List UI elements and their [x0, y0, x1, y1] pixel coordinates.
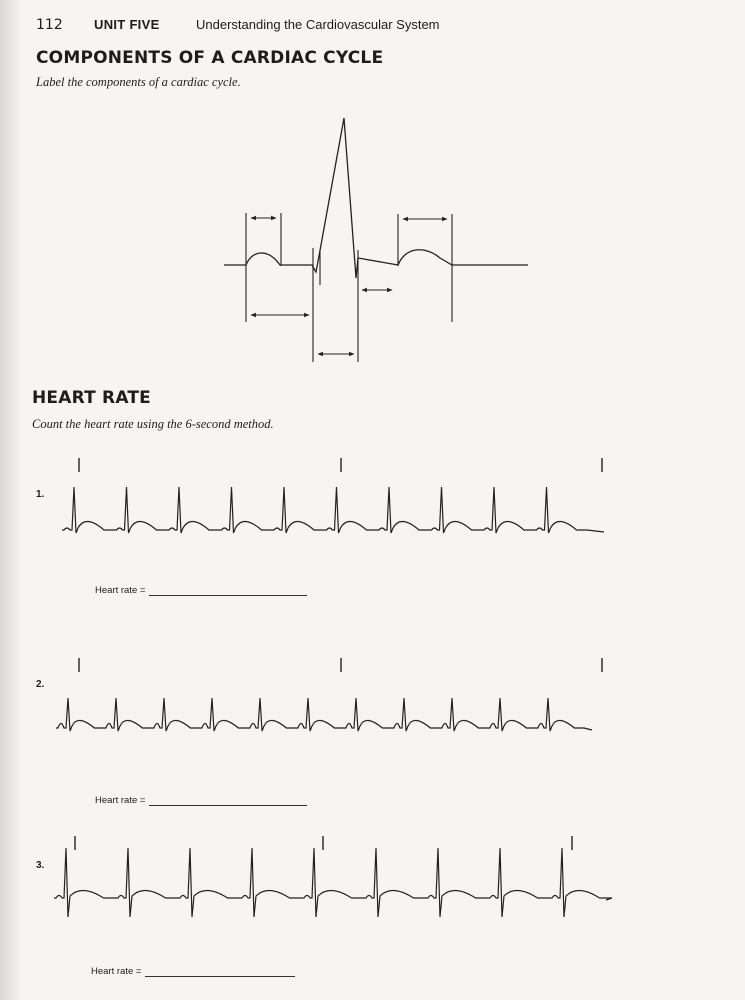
- ecg-strip-2: [0, 650, 745, 750]
- ecg-strip-3: [0, 830, 745, 930]
- unit-label: UNIT FIVE: [94, 17, 160, 32]
- heart-rate-instruction: Count the heart rate using the 6-second method.: [32, 417, 274, 431]
- strip-1-heart-rate: [95, 585, 307, 596]
- strip-2-heart-rate: [95, 795, 307, 806]
- ecg-waveform: [224, 118, 528, 278]
- strip-1-answer-blank[interactable]: [149, 586, 307, 596]
- page-number: 112: [36, 17, 63, 33]
- ecg-strip-1: [0, 450, 745, 550]
- cardiac-cycle-instruction: Label the components of a cardiac cycle.: [36, 75, 241, 89]
- strip-2-number: 2.: [36, 679, 45, 690]
- strip-1-number: 1.: [36, 489, 45, 500]
- unit-title: Understanding the Cardiovascular System: [196, 17, 440, 32]
- strip-3-heart-rate: [91, 966, 295, 977]
- cardiac-cycle-diagram: [0, 0, 745, 380]
- strip-3-heart-rate-label: Heart rate =: [91, 966, 142, 977]
- heart-rate-heading: HEART RATE: [32, 388, 151, 408]
- strip-3-number: 3.: [36, 860, 45, 871]
- strip-2-answer-blank[interactable]: [149, 796, 307, 806]
- strip-3-answer-blank[interactable]: [145, 967, 295, 977]
- cardiac-cycle-heading: COMPONENTS OF A CARDIAC CYCLE: [36, 48, 384, 68]
- strip-1-heart-rate-label: Heart rate =: [95, 585, 146, 596]
- strip-2-heart-rate-label: Heart rate =: [95, 795, 146, 806]
